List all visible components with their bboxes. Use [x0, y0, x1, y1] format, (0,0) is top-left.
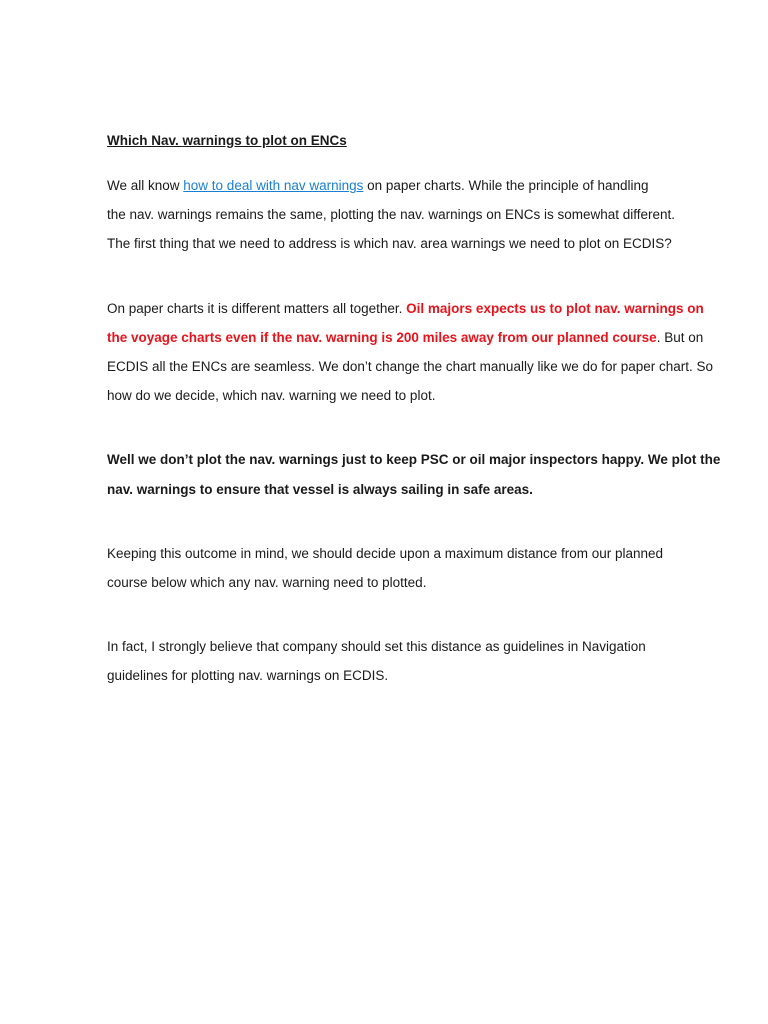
paragraph-outcome	[107, 539, 727, 597]
paragraph-line	[107, 171, 727, 200]
document-page	[107, 128, 727, 726]
paragraph-line: how do we decide, which nav. warning we need to plot.	[107, 388, 436, 404]
highlighted-text: the voyage charts even if the nav. warning is 200 miles away from our planned course	[107, 329, 657, 345]
paragraph-intro	[107, 171, 727, 259]
paragraph-line	[107, 294, 727, 323]
text-span: We all know	[107, 178, 184, 193]
paragraph-line: guidelines for plotting nav. warnings on ECDIS.	[107, 668, 389, 684]
text-span: On paper charts it is different matters all together.	[107, 300, 407, 316]
paragraph-line: In fact, I strongly believe that company should set this distance as guidelines in Navigation	[107, 639, 646, 655]
paragraph-line: Keeping this outcome in mind, we should decide upon a maximum distance from our planned	[107, 545, 664, 561]
paragraph-line: ECDIS all the ENCs are seamless. We don’t change the chart manually like we do for paper chart. So	[107, 359, 714, 375]
text-span: . But on	[656, 329, 704, 345]
paragraph-line: Well we don’t plot the nav. warnings just to keep PSC or oil major inspectors happy. We plot the	[107, 452, 721, 468]
paragraph-line: the nav. warnings remains the same, plotting the nav. warnings on ENCs is somewhat different.	[107, 207, 676, 223]
paragraph-line: nav. warnings to ensure that vessel is always sailing in safe areas.	[107, 481, 533, 497]
paragraph-purpose	[107, 445, 727, 503]
paragraph-line: course below which any nav. warning need to plotted.	[107, 575, 427, 591]
highlighted-text: Oil majors expects us to plot nav. warnings on	[406, 300, 704, 316]
paragraph-line: The first thing that we need to address is which nav. area warnings we need to plot on ECDIS?	[107, 236, 672, 252]
paragraph-line	[107, 323, 727, 352]
nav-warnings-link[interactable]: how to deal with nav warnings	[183, 178, 364, 193]
paragraph-guidelines	[107, 632, 727, 690]
text-span: on paper charts. While the principle of handling	[363, 178, 649, 193]
document-title: Which Nav. warnings to plot on ENCs	[107, 133, 347, 148]
paragraph-paper-charts	[107, 294, 727, 411]
